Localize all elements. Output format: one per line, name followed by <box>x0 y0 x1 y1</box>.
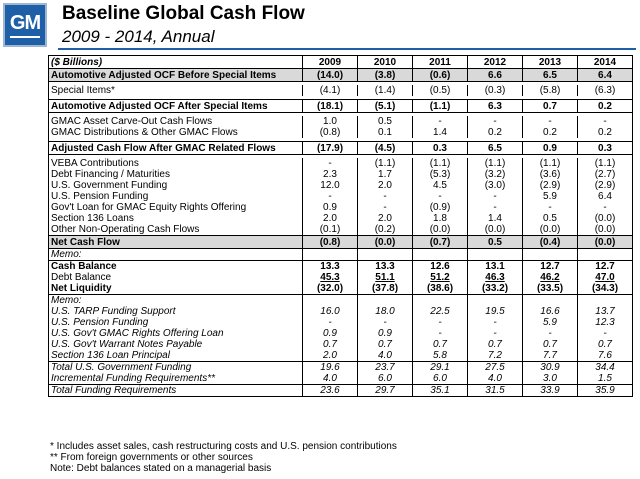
value-cell: 12.7 <box>523 261 578 273</box>
year-header: 2012 <box>468 56 523 69</box>
value-cell: (3.2) <box>468 169 523 180</box>
value-cell: - <box>413 191 468 202</box>
value-cell: 13.3 <box>303 261 358 273</box>
value-cell: - <box>358 317 413 328</box>
value-cell: - <box>358 202 413 213</box>
year-header: 2011 <box>413 56 468 69</box>
value-cell: 18.0 <box>358 306 413 317</box>
year-header: 2013 <box>523 56 578 69</box>
value-cell: - <box>523 202 578 213</box>
row-label: Section 136 Loans <box>49 213 303 224</box>
row-debt-bal <box>49 272 633 283</box>
value-cell: 1.4 <box>468 213 523 224</box>
row-label: Special Items* <box>49 85 303 96</box>
value-cell: 1.7 <box>358 169 413 180</box>
value-cell: (2.9) <box>578 180 633 191</box>
value-cell: 12.3 <box>578 317 633 328</box>
value-cell: 0.7 <box>303 339 358 350</box>
value-cell: (1.1) <box>413 100 468 113</box>
value-cell: - <box>468 317 523 328</box>
value-cell: (3.8) <box>358 69 413 82</box>
value-cell <box>413 295 468 307</box>
page-title: Baseline Global Cash Flow <box>62 3 305 24</box>
value-cell: 0.2 <box>468 127 523 138</box>
value-cell: 0.3 <box>578 142 633 155</box>
row-total-usgov <box>49 362 633 374</box>
row-label: U.S. Government Funding <box>49 180 303 191</box>
value-cell: 0.3 <box>413 142 468 155</box>
value-cell: 6.4 <box>578 69 633 82</box>
value-cell: 0.9 <box>303 202 358 213</box>
value-cell: (0.0) <box>578 213 633 224</box>
value-cell: 6.3 <box>468 100 523 113</box>
value-cell <box>468 295 523 307</box>
value-cell: (0.4) <box>523 236 578 249</box>
value-cell: (0.1) <box>303 224 358 236</box>
value-cell: - <box>578 328 633 339</box>
value-cell: (0.8) <box>303 236 358 249</box>
row-label: U.S. Gov't GMAC Rights Offering Loan <box>49 328 303 339</box>
value-cell: 0.2 <box>523 127 578 138</box>
value-cell: (1.1) <box>358 158 413 169</box>
value-cell: 46.3 <box>468 272 523 283</box>
row-label: Cash Balance <box>49 261 303 273</box>
value-cell: 6.5 <box>468 142 523 155</box>
row-label: Debt Financing / Maturities <box>49 169 303 180</box>
row-incr <box>49 373 633 385</box>
row-gmac-rights <box>49 328 633 339</box>
value-cell: - <box>468 191 523 202</box>
row-label: Gov't Loan for GMAC Equity Rights Offering <box>49 202 303 213</box>
value-cell: (1.4) <box>358 85 413 96</box>
value-cell: 29.1 <box>413 362 468 374</box>
title-rule <box>58 48 636 50</box>
value-cell: 0.5 <box>523 213 578 224</box>
value-cell: 6.5 <box>523 69 578 82</box>
value-cell: (3.0) <box>468 180 523 191</box>
row-memo1 <box>49 249 633 261</box>
cash-flow-table <box>48 55 633 397</box>
row-label: U.S. Gov't Warrant Notes Payable <box>49 339 303 350</box>
gm-logo <box>3 3 47 47</box>
value-cell: 0.2 <box>578 100 633 113</box>
row-label: Total Funding Requirements <box>49 385 303 397</box>
value-cell: (0.3) <box>468 85 523 96</box>
value-cell: 2.0 <box>303 213 358 224</box>
value-cell <box>358 249 413 261</box>
value-cell: - <box>303 191 358 202</box>
value-cell: - <box>578 116 633 127</box>
value-cell: 1.4 <box>413 127 468 138</box>
value-cell: 0.7 <box>413 339 468 350</box>
value-cell: 27.5 <box>468 362 523 374</box>
value-cell: 4.0 <box>358 350 413 362</box>
row-label: VEBA Contributions <box>49 158 303 169</box>
row-label: Net Cash Flow <box>49 236 303 249</box>
row-auto-before <box>49 69 633 82</box>
value-cell: 6.0 <box>413 373 468 385</box>
value-cell: 4.5 <box>413 180 468 191</box>
row-adj-cf <box>49 142 633 155</box>
year-header: 2009 <box>303 56 358 69</box>
value-cell: (0.8) <box>303 127 358 138</box>
value-cell: 0.2 <box>578 127 633 138</box>
value-cell: 3.0 <box>523 373 578 385</box>
row-net-liq <box>49 283 633 295</box>
gm-logo-underline <box>10 36 40 38</box>
value-cell <box>358 295 413 307</box>
row-label: Debt Balance <box>49 272 303 283</box>
year-header: 2010 <box>358 56 413 69</box>
row-label: Total U.S. Government Funding <box>49 362 303 374</box>
value-cell: - <box>523 328 578 339</box>
value-cell: 16.0 <box>303 306 358 317</box>
value-cell: - <box>358 191 413 202</box>
value-cell: 0.9 <box>523 142 578 155</box>
value-cell: (3.6) <box>523 169 578 180</box>
row-label: Net Liquidity <box>49 283 303 295</box>
value-cell: (0.0) <box>358 236 413 249</box>
value-cell: 23.6 <box>303 385 358 397</box>
value-cell: (0.0) <box>523 224 578 236</box>
value-cell: (0.0) <box>578 236 633 249</box>
value-cell: - <box>303 158 358 169</box>
value-cell: (14.0) <box>303 69 358 82</box>
value-cell: (38.6) <box>413 283 468 295</box>
row-debt-fin <box>49 169 633 180</box>
row-gmac-carve <box>49 116 633 127</box>
row-gmac-dist <box>49 127 633 138</box>
row-label: Memo: <box>49 249 303 261</box>
row-usgov <box>49 180 633 191</box>
value-cell: (0.5) <box>413 85 468 96</box>
value-cell: - <box>413 116 468 127</box>
value-cell: 6.4 <box>578 191 633 202</box>
value-cell: 7.6 <box>578 350 633 362</box>
value-cell: 30.9 <box>523 362 578 374</box>
value-cell: (33.5) <box>523 283 578 295</box>
value-cell <box>303 249 358 261</box>
value-cell: 5.8 <box>413 350 468 362</box>
value-cell: (5.3) <box>413 169 468 180</box>
value-cell: 19.6 <box>303 362 358 374</box>
footnote-1: * Includes asset sales, cash restructuring costs and U.S. pension contributions <box>50 441 397 452</box>
value-cell: 51.1 <box>358 272 413 283</box>
row-memo2 <box>49 295 633 307</box>
value-cell: 0.1 <box>358 127 413 138</box>
value-cell <box>468 249 523 261</box>
value-cell: - <box>413 317 468 328</box>
value-cell: - <box>468 116 523 127</box>
value-cell <box>578 295 633 307</box>
row-label: Other Non-Operating Cash Flows <box>49 224 303 236</box>
value-cell: 47.0 <box>578 272 633 283</box>
value-cell: (18.1) <box>303 100 358 113</box>
row-label: U.S. Pension Funding <box>49 317 303 328</box>
row-label: Adjusted Cash Flow After GMAC Related Flows <box>49 142 303 155</box>
value-cell: 46.2 <box>523 272 578 283</box>
row-special <box>49 85 633 96</box>
value-cell: (0.2) <box>358 224 413 236</box>
row-pension <box>49 191 633 202</box>
gm-logo-text: GM <box>9 11 41 34</box>
value-cell: 12.7 <box>578 261 633 273</box>
value-cell: - <box>413 328 468 339</box>
value-cell: 2.0 <box>303 350 358 362</box>
value-cell: 5.9 <box>523 317 578 328</box>
row-veba <box>49 158 633 169</box>
value-cell: (17.9) <box>303 142 358 155</box>
row-sec136 <box>49 213 633 224</box>
value-cell: 5.9 <box>523 191 578 202</box>
value-cell: (0.0) <box>578 224 633 236</box>
value-cell: 0.9 <box>358 328 413 339</box>
value-cell: 2.3 <box>303 169 358 180</box>
value-cell: (0.7) <box>413 236 468 249</box>
value-cell: (1.1) <box>413 158 468 169</box>
value-cell: (0.0) <box>413 224 468 236</box>
unit-label: ($ Billions) <box>49 56 303 69</box>
page-subtitle: 2009 - 2014, Annual <box>62 27 215 46</box>
value-cell: 0.7 <box>358 339 413 350</box>
value-cell: 45.3 <box>303 272 358 283</box>
value-cell: 29.7 <box>358 385 413 397</box>
value-cell: 33.9 <box>523 385 578 397</box>
row-label: Memo: <box>49 295 303 307</box>
row-tarp <box>49 306 633 317</box>
value-cell: - <box>468 328 523 339</box>
value-cell: 35.9 <box>578 385 633 397</box>
value-cell: 4.0 <box>468 373 523 385</box>
value-cell: 12.6 <box>413 261 468 273</box>
value-cell: 22.5 <box>413 306 468 317</box>
footnote-3: Note: Debt balances stated on a managerial basis <box>50 463 272 474</box>
value-cell: 23.7 <box>358 362 413 374</box>
value-cell: (2.7) <box>578 169 633 180</box>
value-cell <box>303 295 358 307</box>
value-cell: (32.0) <box>303 283 358 295</box>
value-cell: 34.4 <box>578 362 633 374</box>
row-net-cf <box>49 236 633 249</box>
value-cell: - <box>578 202 633 213</box>
value-cell: 0.7 <box>523 100 578 113</box>
row-label: Automotive Adjusted OCF Before Special Items <box>49 69 303 82</box>
value-cell <box>523 249 578 261</box>
row-other-nonop <box>49 224 633 236</box>
value-cell: (2.9) <box>523 180 578 191</box>
row-pension2 <box>49 317 633 328</box>
value-cell: (1.1) <box>523 158 578 169</box>
year-header: 2014 <box>578 56 633 69</box>
value-cell: 0.7 <box>578 339 633 350</box>
value-cell: (4.5) <box>358 142 413 155</box>
row-warrant <box>49 339 633 350</box>
value-cell: (0.6) <box>413 69 468 82</box>
row-label: U.S. TARP Funding Support <box>49 306 303 317</box>
row-label: Section 136 Loan Principal <box>49 350 303 362</box>
value-cell: (0.9) <box>413 202 468 213</box>
row-label: Automotive Adjusted OCF After Special Items <box>49 100 303 113</box>
value-cell: (5.1) <box>358 100 413 113</box>
value-cell: (5.8) <box>523 85 578 96</box>
value-cell: 4.0 <box>303 373 358 385</box>
value-cell: (37.8) <box>358 283 413 295</box>
value-cell: 1.8 <box>413 213 468 224</box>
value-cell: 2.0 <box>358 213 413 224</box>
footnote-2: ** From foreign governments or other sources <box>50 452 253 463</box>
value-cell: 0.5 <box>358 116 413 127</box>
value-cell: - <box>303 317 358 328</box>
value-cell: 1.0 <box>303 116 358 127</box>
value-cell: 13.7 <box>578 306 633 317</box>
value-cell: 12.0 <box>303 180 358 191</box>
value-cell: (6.3) <box>578 85 633 96</box>
value-cell: 0.7 <box>523 339 578 350</box>
value-cell: (1.1) <box>468 158 523 169</box>
value-cell: 13.3 <box>358 261 413 273</box>
value-cell: 2.0 <box>358 180 413 191</box>
row-label: Incremental Funding Requirements** <box>49 373 303 385</box>
value-cell <box>578 249 633 261</box>
value-cell: 7.2 <box>468 350 523 362</box>
row-sec136p <box>49 350 633 362</box>
value-cell: 35.1 <box>413 385 468 397</box>
value-cell: 51.2 <box>413 272 468 283</box>
row-label: GMAC Distributions & Other GMAC Flows <box>49 127 303 138</box>
value-cell: (4.1) <box>303 85 358 96</box>
row-auto-after <box>49 100 633 113</box>
value-cell: 0.9 <box>303 328 358 339</box>
row-label: U.S. Pension Funding <box>49 191 303 202</box>
value-cell: 19.5 <box>468 306 523 317</box>
value-cell: (33.2) <box>468 283 523 295</box>
value-cell: (0.0) <box>468 224 523 236</box>
value-cell: 6.0 <box>358 373 413 385</box>
value-cell: 0.7 <box>468 339 523 350</box>
value-cell: 16.6 <box>523 306 578 317</box>
value-cell <box>523 295 578 307</box>
value-cell: 13.1 <box>468 261 523 273</box>
row-label: GMAC Asset Carve-Out Cash Flows <box>49 116 303 127</box>
value-cell: (34.3) <box>578 283 633 295</box>
value-cell <box>413 249 468 261</box>
value-cell: 6.6 <box>468 69 523 82</box>
row-govt-loan <box>49 202 633 213</box>
row-cash-bal <box>49 261 633 273</box>
header-row <box>49 56 633 69</box>
value-cell: 31.5 <box>468 385 523 397</box>
value-cell: (1.1) <box>578 158 633 169</box>
value-cell: 1.5 <box>578 373 633 385</box>
row-total-req <box>49 385 633 397</box>
value-cell: - <box>468 202 523 213</box>
value-cell: 7.7 <box>523 350 578 362</box>
value-cell: - <box>523 116 578 127</box>
value-cell: 0.5 <box>468 236 523 249</box>
